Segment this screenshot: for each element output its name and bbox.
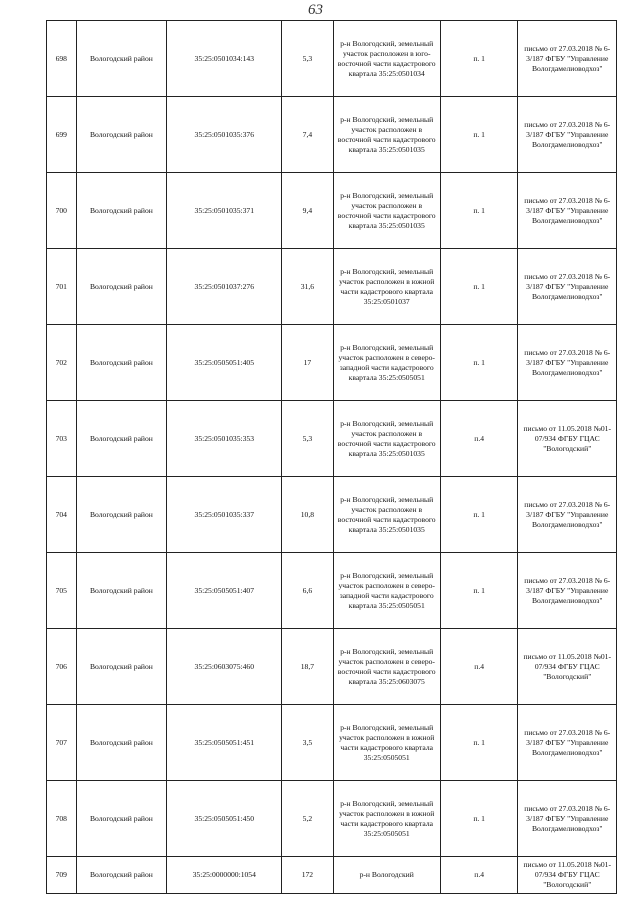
area-cell: 5,3: [282, 21, 333, 97]
reference-cell: письмо от 11.05.2018 №01-07/934 ФГБУ ГЦАС "Вологодский": [518, 629, 617, 705]
reference-cell: письмо от 27.03.2018 № 6-3/187 ФГБУ "Управление Вологдамелиоводхоз": [518, 553, 617, 629]
location-cell: р-н Вологодский, земельный участок расположен в северо-западной части кадастрового квартала 35:25:0505051: [333, 325, 440, 401]
row-number: 708: [47, 781, 77, 857]
location-cell: р-н Вологодский, земельный участок расположен в северо-западной части кадастрового квартала 35:25:0505051: [333, 553, 440, 629]
basis-cell: п. 1: [440, 325, 518, 401]
table-row: [47, 401, 617, 477]
location-cell: р-н Вологодский, земельный участок расположен в юго-восточной части кадастрового квартала 35:25:0501034: [333, 21, 440, 97]
cadastral-number-cell: 35:25:0501035:376: [167, 97, 282, 173]
table-row: [47, 249, 617, 325]
area-cell: 7,4: [282, 97, 333, 173]
area-cell: 6,6: [282, 553, 333, 629]
basis-cell: п. 1: [440, 781, 518, 857]
area-cell: 5,3: [282, 401, 333, 477]
land-plot-registry-table: [46, 20, 617, 894]
basis-cell: п.4: [440, 401, 518, 477]
table-row: [47, 477, 617, 553]
basis-cell: п. 1: [440, 553, 518, 629]
reference-cell: письмо от 27.03.2018 № 6-3/187 ФГБУ "Управление Вологдамелиоводхоз": [518, 477, 617, 553]
reference-cell: письмо от 27.03.2018 № 6-3/187 ФГБУ "Управление Вологдамелиоводхоз": [518, 173, 617, 249]
location-cell: р-н Вологодский, земельный участок расположен в северо-восточной части кадастрового квартала 35:25:0603075: [333, 629, 440, 705]
basis-cell: п.4: [440, 629, 518, 705]
area-cell: 10,8: [282, 477, 333, 553]
cadastral-number-cell: 35:25:0501034:143: [167, 21, 282, 97]
location-cell: р-н Вологодский, земельный участок расположен в восточной части кадастрового квартала 35:25:0501035: [333, 173, 440, 249]
cadastral-number-cell: 35:25:0603075:460: [167, 629, 282, 705]
table-row: [47, 857, 617, 894]
area-cell: 3,5: [282, 705, 333, 781]
row-number: 698: [47, 21, 77, 97]
location-cell: р-н Вологодский, земельный участок расположен в восточной части кадастрового квартала 35:25:0501035: [333, 97, 440, 173]
location-cell: р-н Вологодский, земельный участок расположен в восточной части кадастрового квартала 35:25:0501035: [333, 401, 440, 477]
district-cell: Вологодский район: [76, 401, 167, 477]
cadastral-number-cell: 35:25:0505051:405: [167, 325, 282, 401]
location-cell: р-н Вологодский, земельный участок расположен в восточной части кадастрового квартала 35:25:0501035: [333, 477, 440, 553]
row-number: 703: [47, 401, 77, 477]
district-cell: Вологодский район: [76, 477, 167, 553]
basis-cell: п. 1: [440, 705, 518, 781]
location-cell: р-н Вологодский, земельный участок расположен в южной части кадастрового квартала 35:25:0505051: [333, 705, 440, 781]
area-cell: 172: [282, 857, 333, 894]
cadastral-number-cell: 35:25:0501035:353: [167, 401, 282, 477]
district-cell: Вологодский район: [76, 781, 167, 857]
table-row: [47, 553, 617, 629]
row-number: 702: [47, 325, 77, 401]
basis-cell: п.4: [440, 857, 518, 894]
area-cell: 5,2: [282, 781, 333, 857]
table-row: [47, 21, 617, 97]
table-row: [47, 705, 617, 781]
district-cell: Вологодский район: [76, 325, 167, 401]
table-row: [47, 97, 617, 173]
table-row: [47, 173, 617, 249]
cadastral-number-cell: 35:25:0501035:371: [167, 173, 282, 249]
area-cell: 17: [282, 325, 333, 401]
location-cell: р-н Вологодский, земельный участок расположен в южной части кадастрового квартала 35:25:0501037: [333, 249, 440, 325]
basis-cell: п. 1: [440, 249, 518, 325]
district-cell: Вологодский район: [76, 21, 167, 97]
table-row: [47, 781, 617, 857]
district-cell: Вологодский район: [76, 705, 167, 781]
reference-cell: письмо от 27.03.2018 № 6-3/187 ФГБУ "Управление Вологдамелиоводхоз": [518, 97, 617, 173]
table-row: [47, 325, 617, 401]
district-cell: Вологодский район: [76, 97, 167, 173]
cadastral-number-cell: 35:25:0501035:337: [167, 477, 282, 553]
district-cell: Вологодский район: [76, 553, 167, 629]
location-cell: р-н Вологодский: [333, 857, 440, 894]
area-cell: 31,6: [282, 249, 333, 325]
location-cell: р-н Вологодский, земельный участок расположен в южной части кадастрового квартала 35:25:0505051: [333, 781, 440, 857]
basis-cell: п. 1: [440, 477, 518, 553]
row-number: 705: [47, 553, 77, 629]
row-number: 707: [47, 705, 77, 781]
district-cell: Вологодский район: [76, 857, 167, 894]
reference-cell: письмо от 27.03.2018 № 6-3/187 ФГБУ "Управление Вологдамелиоводхоз": [518, 21, 617, 97]
district-cell: Вологодский район: [76, 249, 167, 325]
row-number: 709: [47, 857, 77, 894]
cadastral-number-cell: 35:25:0505051:451: [167, 705, 282, 781]
area-cell: 9,4: [282, 173, 333, 249]
basis-cell: п. 1: [440, 21, 518, 97]
area-cell: 18,7: [282, 629, 333, 705]
row-number: 700: [47, 173, 77, 249]
reference-cell: письмо от 27.03.2018 № 6-3/187 ФГБУ "Управление Вологдамелиоводхоз": [518, 325, 617, 401]
reference-cell: письмо от 27.03.2018 № 6-3/187 ФГБУ "Управление Вологдамелиоводхоз": [518, 705, 617, 781]
cadastral-number-cell: 35:25:0000000:1054: [167, 857, 282, 894]
reference-cell: письмо от 11.05.2018 №01-07/934 ФГБУ ГЦАС "Вологодский": [518, 401, 617, 477]
basis-cell: п. 1: [440, 173, 518, 249]
page-number: 63: [308, 2, 323, 18]
table-row: [47, 629, 617, 705]
row-number: 706: [47, 629, 77, 705]
row-number: 699: [47, 97, 77, 173]
reference-cell: письмо от 11.05.2018 №01-07/934 ФГБУ ГЦАС "Вологодский": [518, 857, 617, 894]
row-number: 701: [47, 249, 77, 325]
district-cell: Вологодский район: [76, 629, 167, 705]
cadastral-number-cell: 35:25:0505051:407: [167, 553, 282, 629]
reference-cell: письмо от 27.03.2018 № 6-3/187 ФГБУ "Управление Вологдамелиоводхоз": [518, 249, 617, 325]
cadastral-number-cell: 35:25:0501037:276: [167, 249, 282, 325]
cadastral-number-cell: 35:25:0505051:450: [167, 781, 282, 857]
basis-cell: п. 1: [440, 97, 518, 173]
reference-cell: письмо от 27.03.2018 № 6-3/187 ФГБУ "Управление Вологдамелиоводхоз": [518, 781, 617, 857]
row-number: 704: [47, 477, 77, 553]
district-cell: Вологодский район: [76, 173, 167, 249]
